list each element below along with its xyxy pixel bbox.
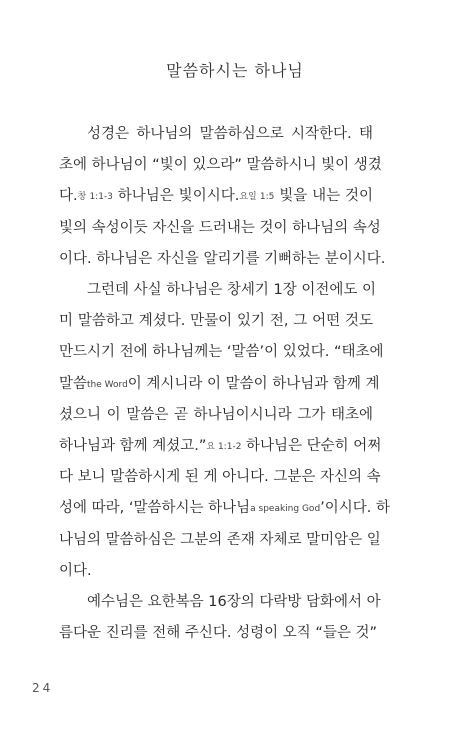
text-line: 말씀the Word이 계시니라 이 말씀이 하나님과 함께 계 <box>59 375 380 392</box>
page-title: 말씀하시는 하나님 <box>166 61 304 80</box>
text-line: 만드시기 전에 하나님께는 ‘말씀’이 있었다. “태초에 <box>59 344 384 361</box>
text-line: 미 말씀하고 계셨다. 만물이 있기 전, 그 어떤 것도 <box>59 313 373 330</box>
page-number: 24 <box>32 681 54 695</box>
text-line: 셨으니 이 말씀은 곧 하나님이시니라 그가 태초에 <box>59 406 373 423</box>
text-line: 성에 따라, ‘말씀하시는 하나님a speaking God’이시다. 하 <box>59 500 391 517</box>
text-line: 성경은 하나님의 말씀하심으로 시작한다. 태 <box>87 126 373 142</box>
scripture-reference: 요일 1:5 <box>239 192 275 203</box>
scripture-reference: a speaking God <box>250 504 321 515</box>
text-line: 나님의 말씀하심은 그분의 존재 자체로 말미암은 일 <box>59 531 381 548</box>
text-line: 초에 하나님이 “빛이 있으라” 말씀하시니 빛이 생겼 <box>59 157 382 174</box>
text-line: 다 보니 말씀하시게 된 게 아니다. 그분은 자신의 속 <box>59 469 381 486</box>
text-line: 이다. 하나님은 자신을 알리기를 기뻐하는 분이시다. <box>59 250 386 267</box>
text-line: 빛의 속성이듯 자신을 드러내는 것이 하나님의 속성 <box>59 219 381 236</box>
text-line: 예수님은 요한복음 16장의 다락방 담화에서 아 <box>87 594 381 610</box>
scripture-reference: the Word <box>87 379 128 390</box>
text-line: 다.창 1:1-3 하나님은 빛이시다.요일 1:5 빛을 내는 것이 <box>59 188 373 205</box>
scripture-reference: 창 1:1-3 <box>77 192 113 203</box>
text-line: 름다운 진리를 전해 주신다. 성령이 오직 “들은 것” <box>59 625 378 642</box>
text-line: 그런데 사실 하나님은 창세기 1장 이전에도 이 <box>87 282 377 298</box>
scripture-reference: 요 1:1-2 <box>206 442 242 452</box>
text-line: 하나님과 함께 계셨고.”요 1:1-2 하나님은 단순히 어쩌 <box>59 438 382 454</box>
text-line: 이다. <box>59 562 92 579</box>
